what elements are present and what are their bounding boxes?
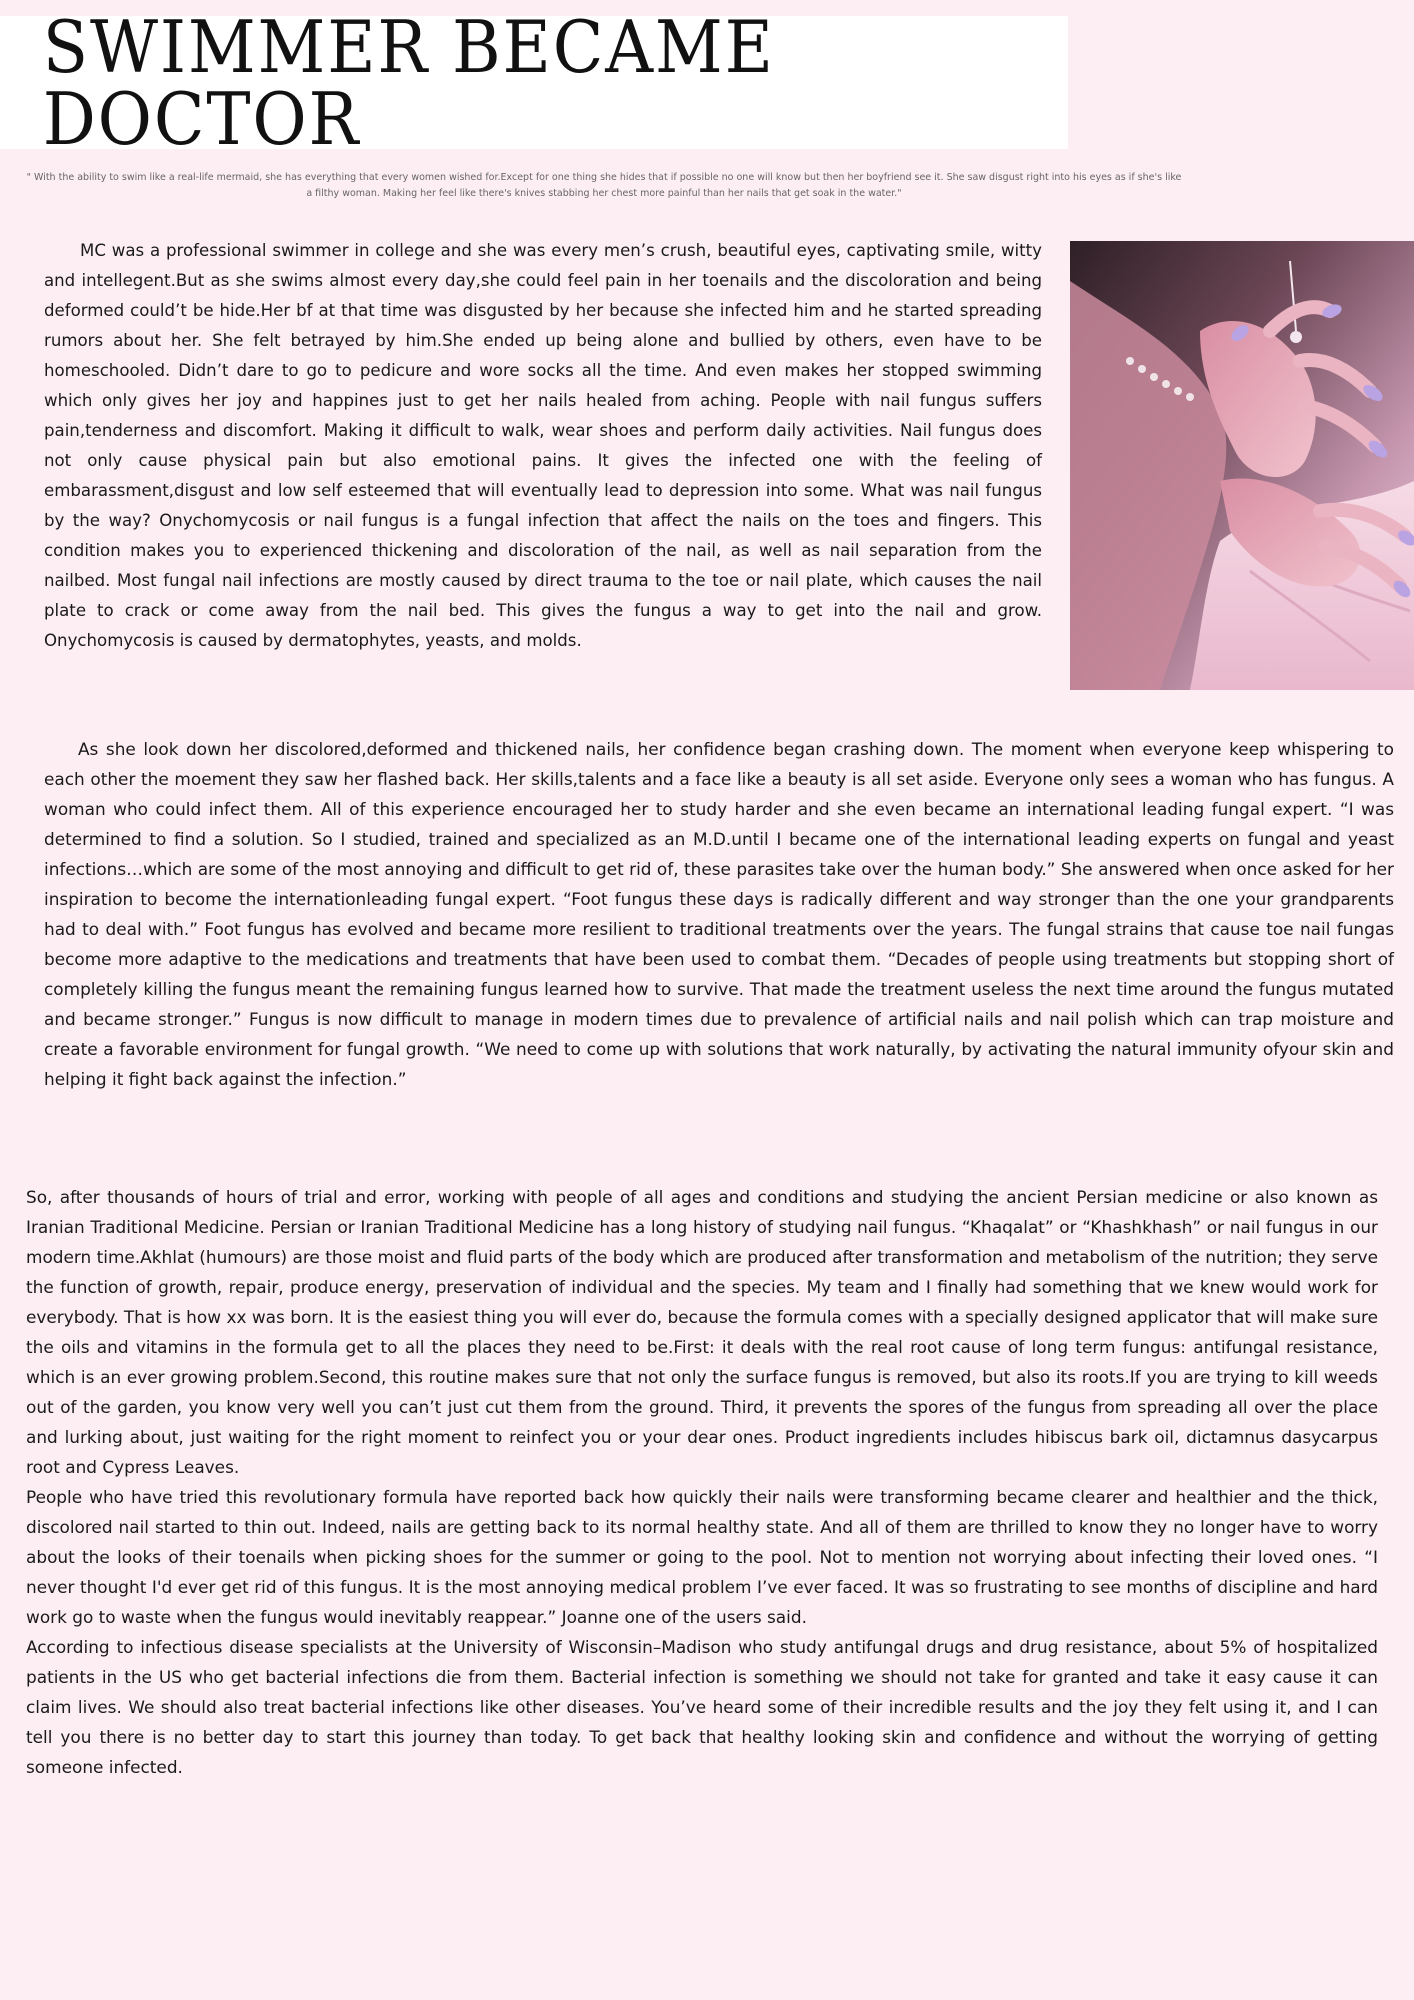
page-title: SWIMMER BECAME DOCTOR (42, 4, 775, 161)
woman-hands-manicure-photo (1070, 241, 1414, 690)
intro-quote: " With the ability to swim like a real-life mermaid, she has everything that every women wished for.Except for one thing she hides that if possible no one will know but then her boyfriend see it. She saw disgust right into his eyes as if she's like a filthy woman. Making her feel like there's knives stabbing her chest more painful than her nails that get soak in the water." (26, 172, 1182, 199)
article-paragraph-3c: According to infectious disease specialists at the University of Wisconsin–Madison who study antifungal drugs and drug resistance, about 5% of hospitalized patients in the US who get bacterial infections die from them. Bacterial infection is something we should not take for granted and take it easy cause it can claim lives. We should also treat bacterial infections like other diseases. You’ve heard some of their incredible results and the joy they felt using it, and I can tell you there is no better day to start this journey than today. To get back that healthy looking skin and confidence and without the worrying of getting someone infected. (26, 1637, 1378, 1777)
article-paragraph-2: As she look down her discolored,deformed and thickened nails, her confidence began crashing down. The moment when everyone keep whispering to each other the moement they saw her flashed back. Her skills,talents and a face like a beauty is all set aside. Everyone only sees a woman who has fungus. A woman who could infect them. All of this experience encouraged her to study harder and she even became an international leading fungal expert. “I was determined to find a solution. So I studied, trained and specialized as an M.D.until I became one of the international leading experts on fungal and yeast infections…which are some of the most annoying and difficult to get rid of, these parasites take over the human body.” She answered when once asked for her inspiration to become the internationleading fungal expert. “Foot fungus these days is radically different and way stronger than the one your grandparents had to deal with.” Foot fungus has evolved and became more resilient to traditional treatments over the years. The fungal strains that cause toe nail fungas become more adaptive to the medications and treatments that have been used to combat them. “Decades of people using treatments but stopping short of completely killing the fungus meant the remaining fungus learned how to survive. That made the treatment useless the next time around the fungus mutated and became stronger.” Fungus is now difficult to manage in modern times due to prevalence of artificial nails and nail polish which can trap moisture and create a favorable environment for fungal growth. “We need to come up with solutions that work naturally, by activating the natural immunity ofyour skin and helping it fight back against the infection.” (44, 739, 1394, 1089)
article-paragraph-3b: People who have tried this revolutionary formula have reported back how quickly their nails were transforming became clearer and healthier and the thick, discolored nail started to thin out. Indeed, nails are getting back to its normal healthy state. And all of them are thrilled to know they no longer have to worry about the looks of their toenails when picking shoes for the summer or going to the pool. Not to mention not worrying about infecting their loved ones. “I never thought I'd ever get rid of this fungus. It is the most annoying medical problem I’ve ever faced. It was so frustrating to see months of discipline and hard work go to waste when the fungus would inevitably reappear.” Joanne one of the users said. (26, 1487, 1378, 1627)
title-banner (0, 4, 1068, 161)
article-section-3 (26, 1182, 1378, 1782)
article-paragraph-3a: So, after thousands of hours of trial and error, working with people of all ages and conditions and studying the ancient Persian medicine or also known as Iranian Traditional Medicine. Persian or Iranian Traditional Medicine has a long history of studying nail fungus. “Khaqalat” or “Khashkhash” or nail fungus in our modern time.Akhlat (humours) are those moist and fluid parts of the body which are produced after transformation and metabolism of the nutrition; they serve the function of growth, repair, produce energy, preservation of individual and the species. My team and I finally had something that we knew would work for everybody. That is how xx was born. It is the easiest thing you will ever do, because the formula comes with a specially designed applicator that will make sure the oils and vitamins in the formula get to all the places they need to be.First: it deals with the real root cause of long term fungus: antifungal resistance, which is an ever growing problem.Second, this routine makes sure that not only the surface fungus is removed, but also its roots.If you are trying to kill weeds out of the garden, you know very well you can’t just cut them from the ground. Third, it prevents the spores of the fungus from spreading all over the place and lurking about, just waiting for the right moment to reinfect you or your dear ones. Product ingredients includes hibiscus bark oil, dictamnus dasycarpus root and Cypress Leaves. (26, 1187, 1378, 1477)
article-paragraph-1: MC was a professional swimmer in college and she was every men’s crush, beautiful eyes, captivating smile, witty and intellegent.But as she swims almost every day,she could feel pain in her toenails and the discoloration and being deformed could’t be hide.Her bf at that time was disgusted by her because she infected him and he started spreading rumors about her. She felt betrayed by him.She ended up being alone and bullied by others, even have to be homeschooled. Didn’t dare to go to pedicure and wore socks all the time. And even makes her stopped swimming which only gives her joy and happines just to get her nails healed from aching. People with nail fungus suffers pain,tenderness and discomfort. Making it difficult to walk, wear shoes and perform daily activities. Nail fungus does not only cause physical pain but also emotional pains. It gives the infected one with the feeling of embarassment,disgust and low self esteemed that will eventually lead to depression into some. What was nail fungus by the way? Onychomycosis or nail fungus is a fungal infection that affect the nails on the toes and fingers. This condition makes you to experienced thickening and discoloration of the nail, as well as nail separation from the nailbed. Most fungal nail infections are mostly caused by direct trauma to the toe or nail plate, which causes the nail plate to crack or come away from the nail bed. This gives the fungus a way to get into the nail and grow. Onychomycosis is caused by dermatophytes, yeasts, and molds. (44, 241, 1042, 650)
